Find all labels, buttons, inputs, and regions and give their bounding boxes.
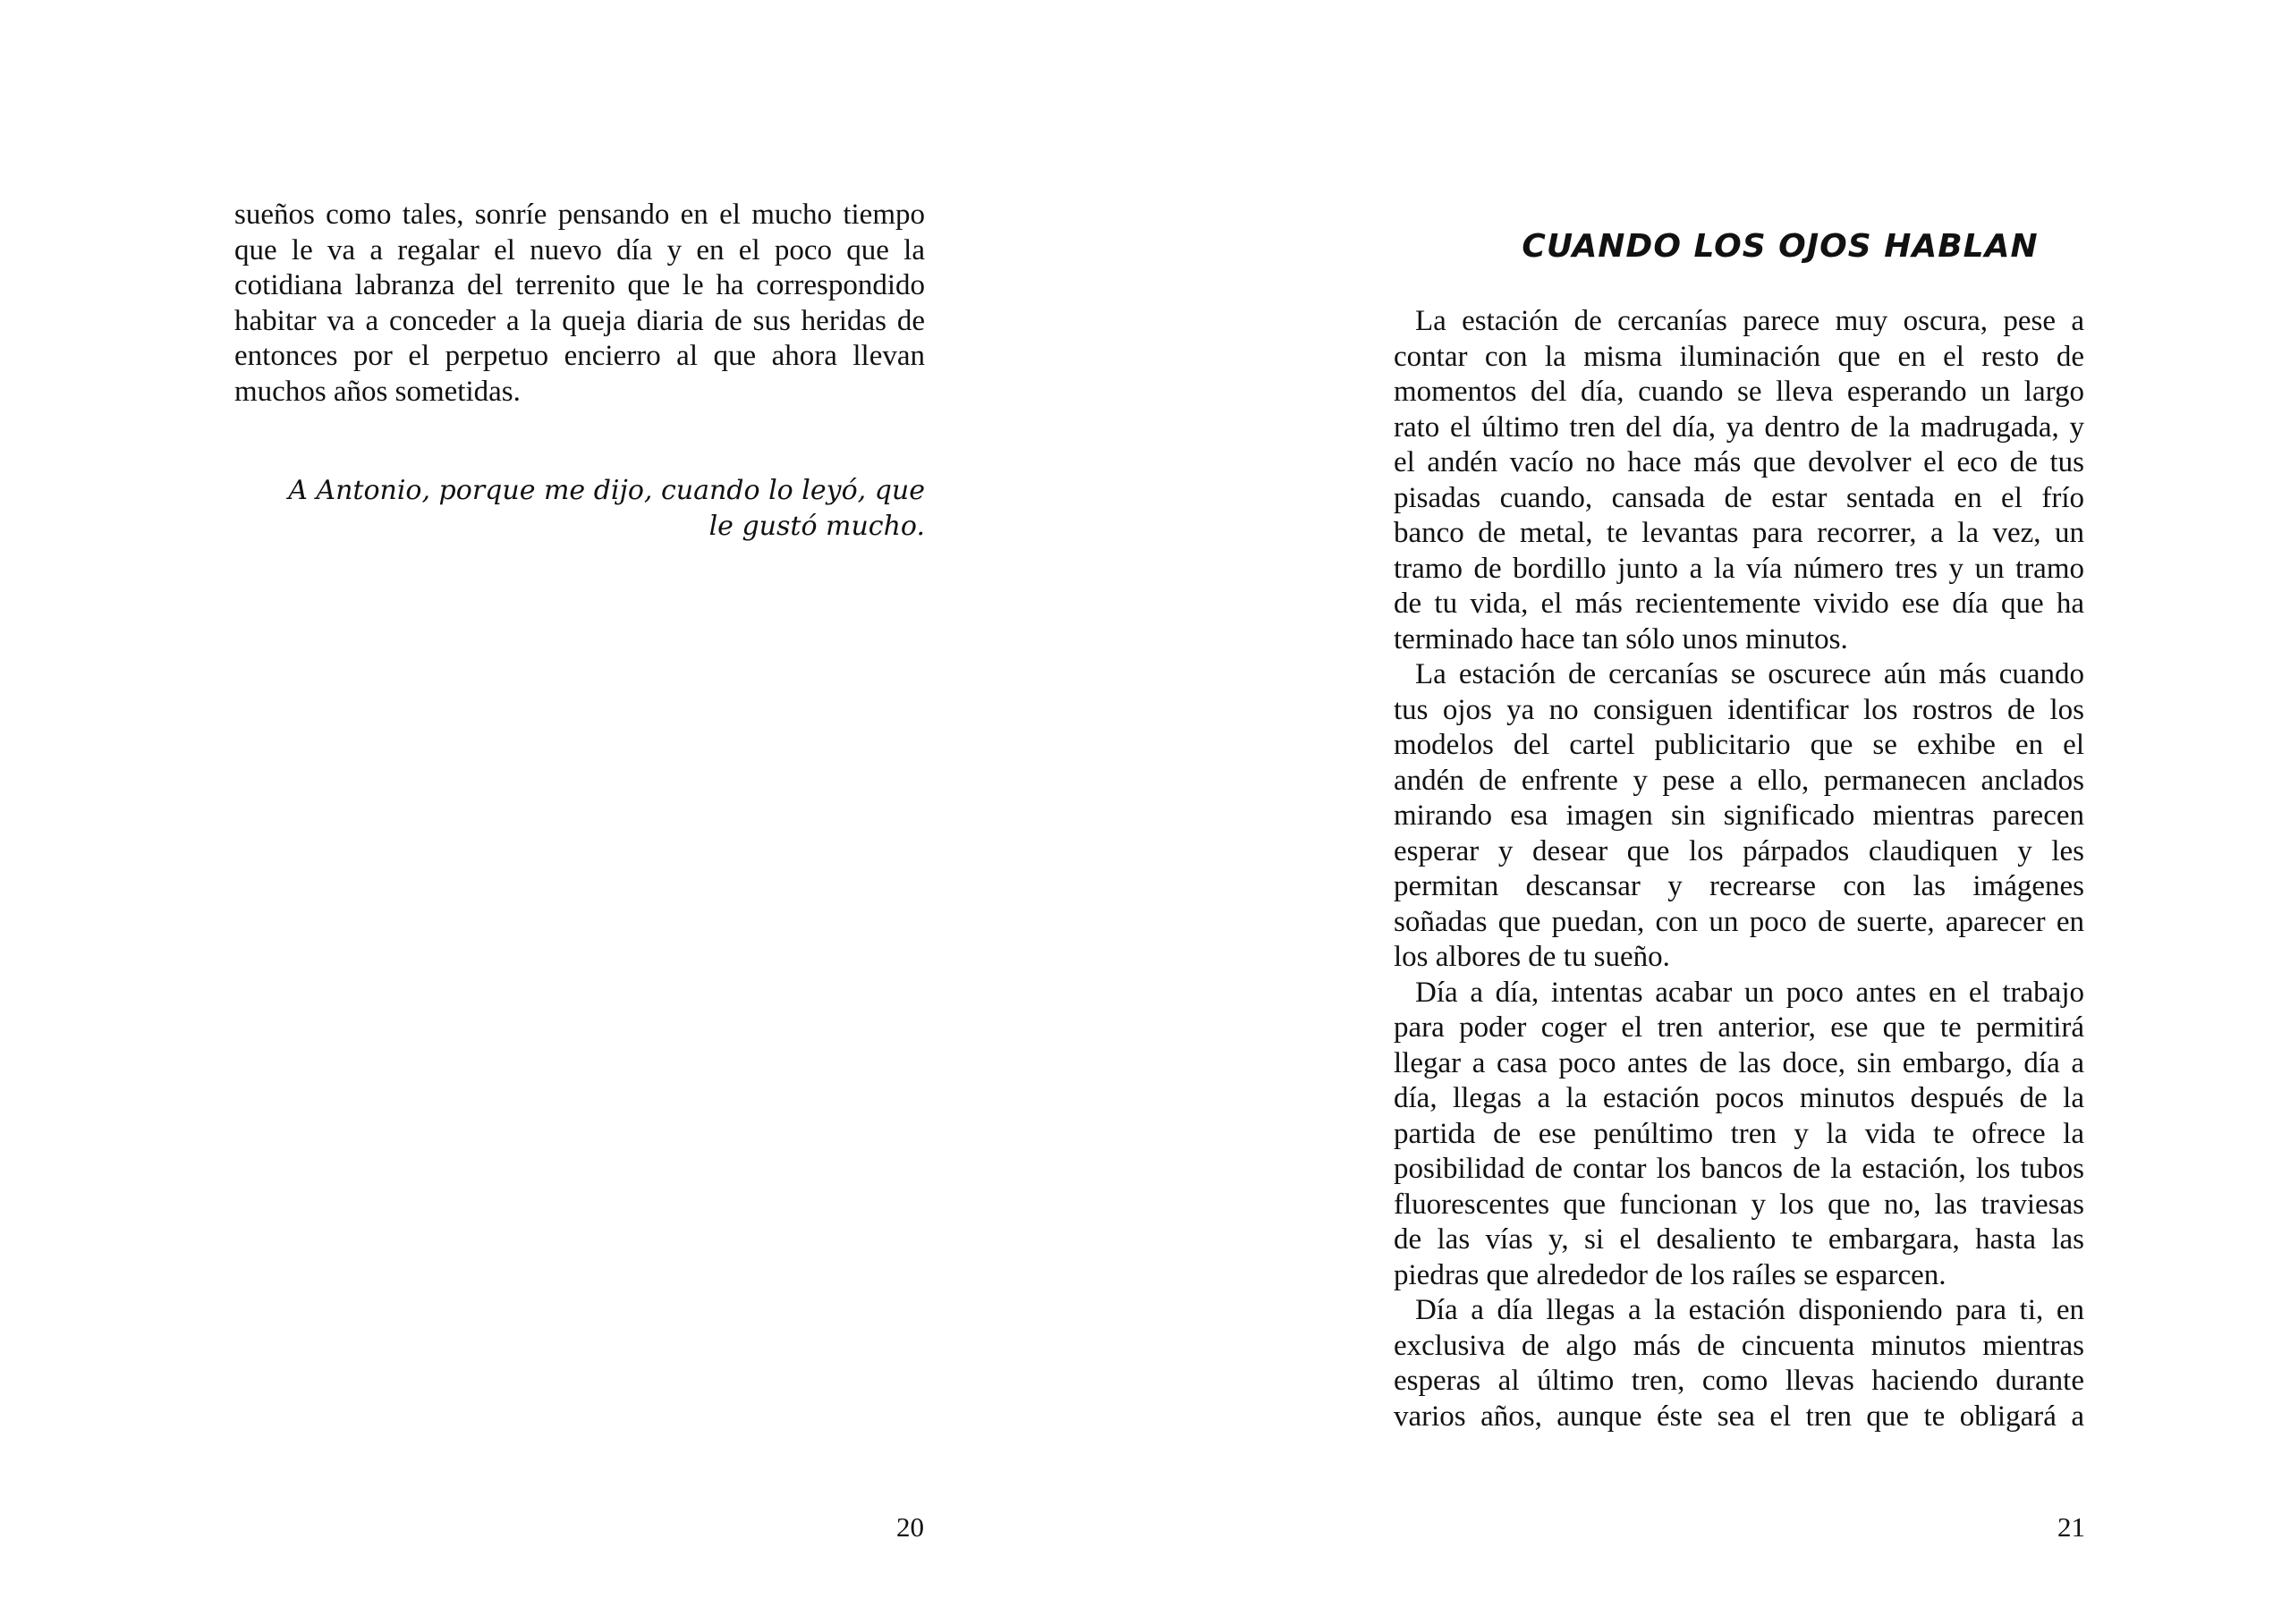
- text-line: momentos del día, cuando se lleva esperando un largo: [1394, 376, 2084, 408]
- page-number-left: 20: [896, 1511, 924, 1543]
- text-line: llegar a casa poco antes de las doce, sin embargo, día a: [1394, 1046, 2084, 1079]
- text-line: exclusiva de algo más de cincuenta minutos mientras: [1394, 1329, 2084, 1362]
- text-line: los albores de tu sueño.: [1394, 941, 1670, 973]
- text-line: esperar y desear que los párpados claudiquen y les: [1394, 834, 2084, 867]
- paragraph-4: [1394, 1293, 2084, 1434]
- text-line: soñadas que puedan, con un poco de suerte, aparecer en: [1394, 905, 2084, 938]
- text-line: partida de ese penúltimo tren y la vida te ofrece la: [1394, 1117, 2084, 1150]
- dedication: [263, 473, 925, 545]
- text-line: muchos años sometidas.: [234, 375, 521, 408]
- text-line: Día a día llegas a la estación disponiendo para ti, en: [1415, 1294, 2084, 1326]
- text-line: rato el último tren del día, ya dentro de la madrugada, y: [1394, 410, 2084, 444]
- text-line: mirando esa imagen sin significado mientras parecen: [1394, 799, 2084, 832]
- text-line: cotidiana labranza del terrenito que le ha correspondido: [234, 269, 925, 301]
- text-line: para poder coger el tren anterior, ese que te permitirá: [1394, 1011, 2084, 1044]
- right-page: [1145, 0, 2290, 1624]
- dedication-line: A Antonio, porque me dijo, cuando lo leyó, que: [288, 475, 925, 506]
- text-line: el andén vacío no hace más que devolver el eco de tus: [1394, 446, 2084, 478]
- text-line: entonces por el perpetuo encierro al que ahora llevan: [234, 340, 925, 372]
- text-line: piedras que alrededor de los raíles se esparcen.: [1394, 1258, 1946, 1291]
- left-page-paragraph: [234, 198, 925, 410]
- text-line: esperas al último tren, como llevas haciendo durante: [1394, 1365, 2084, 1397]
- text-line: tramo de bordillo junto a la vía número tres y un tramo: [1394, 552, 2084, 585]
- text-line: sueños como tales, sonríe pensando en el mucho tiempo: [234, 199, 925, 231]
- page-number-right: 21: [2057, 1511, 2085, 1543]
- text-line: terminado hace tan sólo unos minutos.: [1394, 622, 1848, 656]
- text-line: fluorescentes que funcionan y los que no, las traviesas: [1394, 1188, 2084, 1221]
- text-line: La estación de cercanías se oscurece aún más cuando: [1415, 658, 2084, 690]
- text-line: permitan descansar y recrearse con las imágenes: [1394, 870, 2084, 902]
- text-line: que le va a regalar el nuevo día y en el poco que la: [234, 233, 925, 266]
- text-line: posibilidad de contar los bancos de la estación, los tubos: [1394, 1153, 2084, 1185]
- text-line: de tu vida, el más recientemente vivido ese día que ha: [1394, 588, 2084, 620]
- text-line: contar con la misma iluminación que en el resto de: [1394, 340, 2084, 373]
- text-line: pisadas cuando, cansada de estar sentada en el frío: [1394, 481, 2084, 514]
- chapter-title: CUANDO LOS OJOS HABLAN: [1522, 228, 2039, 265]
- paragraph-3: [1394, 976, 2084, 1294]
- text-line: andén de enfrente y pese a ello, permanecen anclados: [1394, 764, 2084, 797]
- text-line: habitar va a conceder a la queja diaria de sus heridas de: [234, 304, 925, 337]
- chapter-body: [1394, 304, 2084, 1434]
- paragraph-2: [1394, 657, 2084, 976]
- dedication-line: le gustó mucho.: [708, 511, 925, 542]
- text-line: modelos del cartel publicitario que se exhibe en el: [1394, 729, 2084, 761]
- text-line: La estación de cercanías parece muy oscura, pese a: [1415, 305, 2084, 337]
- text-line: Día a día, intentas acabar un poco antes en el trabajo: [1415, 976, 2084, 1009]
- text-line: tus ojos ya no consiguen identificar los rostros de los: [1394, 693, 2084, 726]
- paragraph-1: [1394, 304, 2084, 657]
- text-line: día, llegas a la estación pocos minutos después de la: [1394, 1082, 2084, 1114]
- text-line: banco de metal, te levantas para recorrer, a la vez, un: [1394, 517, 2084, 549]
- text-line: varios años, aunque éste sea el tren que te obligará a: [1394, 1400, 2084, 1433]
- text-line: de las vías y, si el desaliento te embargara, hasta las: [1394, 1223, 2084, 1256]
